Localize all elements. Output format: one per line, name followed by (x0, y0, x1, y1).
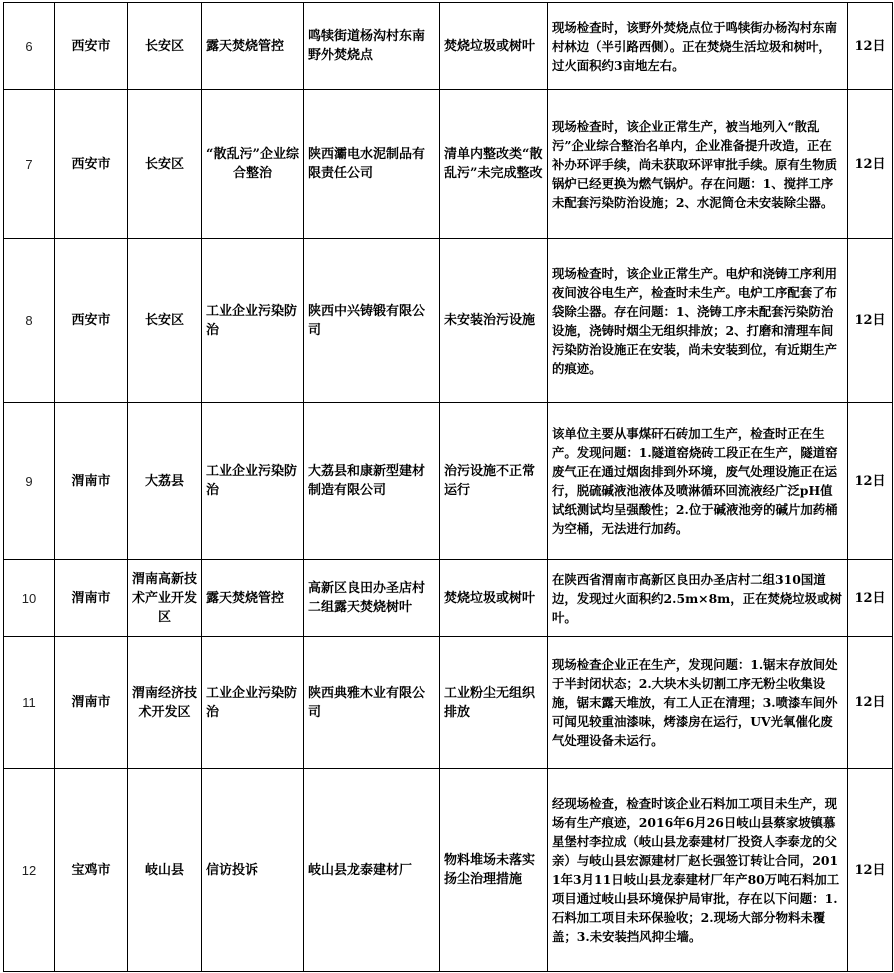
date-cell: 12日 (848, 3, 893, 90)
table-row (4, 3, 893, 90)
target-cell: 高新区良田办圣店村二组露天焚烧树叶 (304, 560, 440, 637)
detail-cell: 现场检查时，该企业正常生产。电炉和浇铸工序利用夜间波谷电生产，检查时未生产。电炉工序配套了布袋除尘器。存在问题：1、浇铸工序未配套污染防治设施，浇铸时烟尘无组织排放；2、打磨和清理车间污染防治设施正在安装，尚未安装到位，有近期生产的痕迹。 (548, 239, 848, 403)
category-cell: 工业企业污染防治 (202, 403, 304, 560)
detail-cell: 该单位主要从事煤矸石砖加工生产，检查时正在生产。发现问题：1.隧道窑烧砖工段正在生产，隧道窑废气正在通过烟囱排到外环境，废气处理设施正在运行，脱硫碱液池液体及喷淋循环回流液经广泛pH值试纸测试均呈强酸性；2.位于碱液池旁的碱片加药桶为空桶，无法进行加药。 (548, 403, 848, 560)
table-row (4, 239, 893, 403)
date-cell: 12日 (848, 239, 893, 403)
category-cell: 露天焚烧管控 (202, 3, 304, 90)
issue-cell: 清单内整改类“散乱污”未完成整改 (440, 90, 548, 239)
county-cell: 岐山县 (128, 769, 202, 972)
table-row (4, 90, 893, 239)
county-cell: 大荔县 (128, 403, 202, 560)
row-number: 8 (4, 239, 55, 403)
issue-cell: 物料堆场未落实扬尘治理措施 (440, 769, 548, 972)
county-cell: 渭南经济技术开发区 (128, 637, 202, 769)
county-cell: 渭南高新技术产业开发区 (128, 560, 202, 637)
city-cell: 西安市 (55, 90, 128, 239)
city-cell: 渭南市 (55, 560, 128, 637)
row-number: 6 (4, 3, 55, 90)
date-cell: 12日 (848, 769, 893, 972)
target-cell: 陕西中兴铸锻有限公司 (304, 239, 440, 403)
target-cell: 岐山县龙泰建材厂 (304, 769, 440, 972)
city-cell: 渭南市 (55, 403, 128, 560)
row-number: 12 (4, 769, 55, 972)
target-cell: 大荔县和康新型建材制造有限公司 (304, 403, 440, 560)
county-cell: 长安区 (128, 3, 202, 90)
issue-cell: 焚烧垃圾或树叶 (440, 3, 548, 90)
table-row (4, 403, 893, 560)
date-cell: 12日 (848, 560, 893, 637)
inspection-table (3, 2, 893, 972)
date-cell: 12日 (848, 403, 893, 560)
category-cell: 信访投诉 (202, 769, 304, 972)
category-cell: 工业企业污染防治 (202, 239, 304, 403)
target-cell: 陕西灞电水泥制品有限责任公司 (304, 90, 440, 239)
detail-cell: 现场检查企业正在生产，发现问题：1.锯末存放间处于半封闭状态；2.大块木头切割工序无粉尘收集设施，锯末露天堆放，有工人正在清理；3.喷漆车间外可闻见较重油漆味，烤漆房在运行，UV光氧催化废气处理设备未运行。 (548, 637, 848, 769)
detail-cell: 现场检查时，该野外焚烧点位于鸣犊街办杨沟村东南村林边（半引路西侧）。正在焚烧生活垃圾和树叶，过火面积约3亩地左右。 (548, 3, 848, 90)
row-number: 10 (4, 560, 55, 637)
row-number: 11 (4, 637, 55, 769)
category-cell: “散乱污”企业综合整治 (202, 90, 304, 239)
table-row (4, 769, 893, 972)
county-cell: 长安区 (128, 90, 202, 239)
detail-cell: 在陕西省渭南市高新区良田办圣店村二组310国道边，发现过火面积约2.5m×8m，正在焚烧垃圾或树叶。 (548, 560, 848, 637)
issue-cell: 未安装治污设施 (440, 239, 548, 403)
detail-cell: 现场检查时，该企业正常生产，被当地列入“散乱污”企业综合整治名单内，企业准备提升改造，正在补办环评手续，尚未获取环评审批手续。原有生物质锅炉已经更换为燃气锅炉。存在问题：1、搅拌工序未配套污染防治设施；2、水泥筒仓未安装除尘器。 (548, 90, 848, 239)
issue-cell: 焚烧垃圾或树叶 (440, 560, 548, 637)
detail-cell: 经现场检查，检查时该企业石料加工项目未生产，现场有生产痕迹，2016年6月26日岐山县蔡家坡镇慕星堡村李拉成（岐山县龙泰建材厂投资人李泰龙的父亲）与岐山县宏源建材厂赵长强签订转让合同，2011年3月11日岐山县龙泰建材厂年产80万吨石料加工项目通过岐山县环境保护局审批，存在以下问题：1.石料加工项目未环保验收；2.现场大部分物料未覆盖；3.未安装挡风抑尘墙。 (548, 769, 848, 972)
city-cell: 渭南市 (55, 637, 128, 769)
issue-cell: 工业粉尘无组织排放 (440, 637, 548, 769)
category-cell: 露天焚烧管控 (202, 560, 304, 637)
date-cell: 12日 (848, 90, 893, 239)
row-number: 9 (4, 403, 55, 560)
row-number: 7 (4, 90, 55, 239)
table-row (4, 637, 893, 769)
category-cell: 工业企业污染防治 (202, 637, 304, 769)
city-cell: 西安市 (55, 3, 128, 90)
issue-cell: 治污设施不正常运行 (440, 403, 548, 560)
target-cell: 陕西典雅木业有限公司 (304, 637, 440, 769)
city-cell: 宝鸡市 (55, 769, 128, 972)
city-cell: 西安市 (55, 239, 128, 403)
county-cell: 长安区 (128, 239, 202, 403)
target-cell: 鸣犊街道杨沟村东南野外焚烧点 (304, 3, 440, 90)
table-row (4, 560, 893, 637)
date-cell: 12日 (848, 637, 893, 769)
